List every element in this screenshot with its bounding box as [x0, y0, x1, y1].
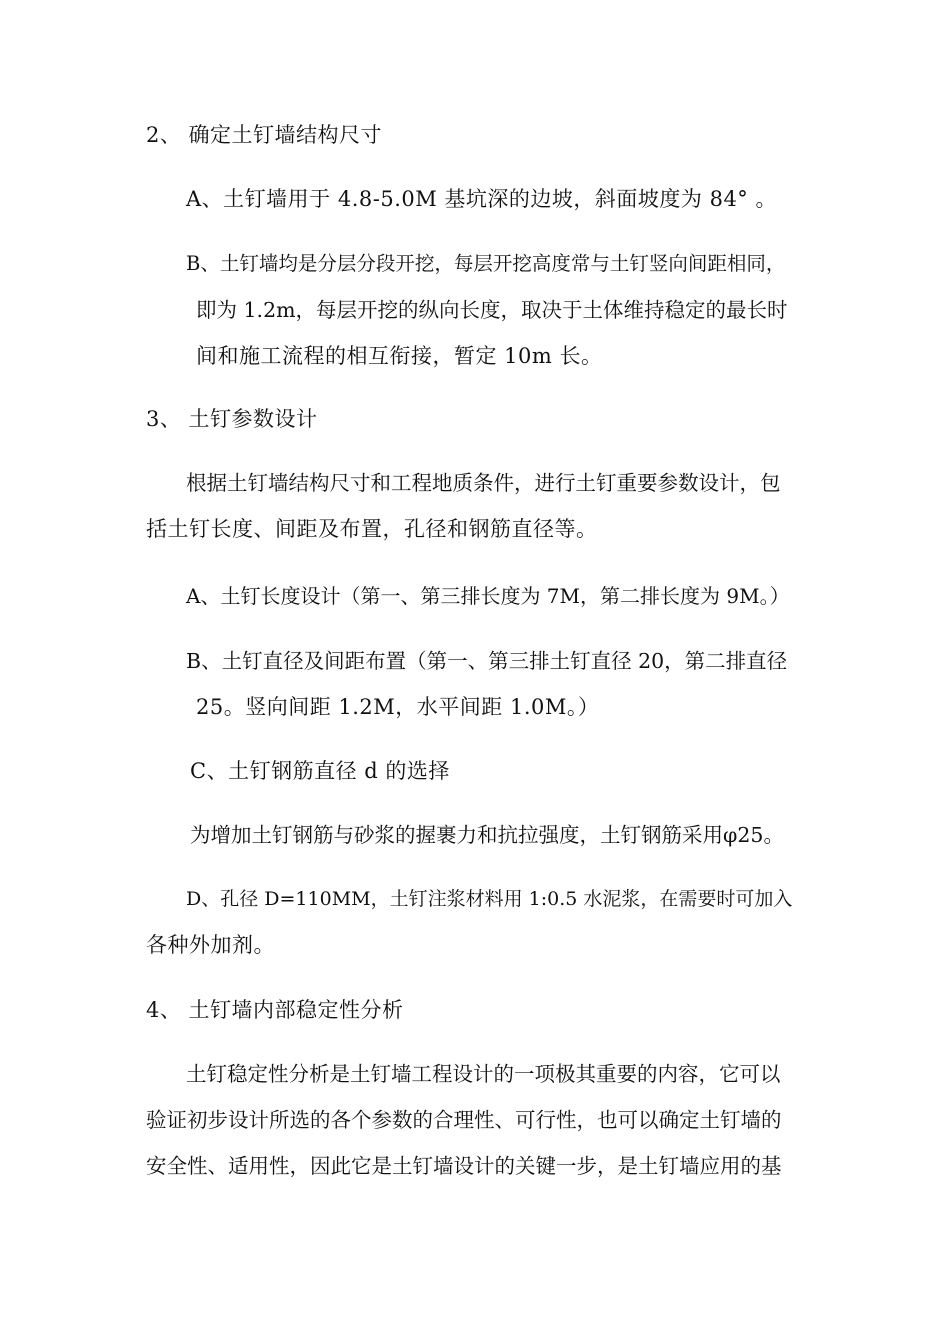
- paragraph-rebar-choice: 为增加土钉钢筋与砂浆的握裹力和抗拉强度，土钉钢筋采用φ25。: [190, 823, 784, 847]
- paragraph-b-line1: B、土钉墙均是分层分段开挖，每层开挖高度常与土钉竖向间距相同，: [186, 252, 786, 275]
- paragraph-b-line2: 即为 1.2m，每层开挖的纵向长度，取决于土体维持稳定的最长时: [196, 298, 788, 322]
- paragraph-params-line2: 括土钉长度、间距及布置，孔径和钢筋直径等。: [146, 517, 598, 541]
- paragraph-stability-line3: 安全性、适用性，因此它是土钉墙设计的关键一步，是土钉墙应用的基: [146, 1154, 782, 1178]
- paragraph-b-line3: 间和施工流程的相互衔接，暂定 10m 长。: [196, 344, 603, 368]
- paragraph-b-diameter-line2: 25。竖向间距 1.2M，水平间距 1.0M。）: [196, 695, 600, 719]
- paragraph-b-diameter-line1: B、土钉直径及间距布置（第一、第三排土钉直径 20，第二排直径: [186, 649, 788, 673]
- paragraph-d-hole-line1: D、孔径 D=110MM，土钉注浆材料用 1:0.5 水泥浆，在需要时可加入: [186, 888, 793, 910]
- paragraph-params-line1: 根据土钉墙结构尺寸和工程地质条件，进行土钉重要参数设计，包: [186, 471, 781, 495]
- paragraph-stability-line1: 土钉稳定性分析是土钉墙工程设计的一项极其重要的内容，它可以: [186, 1062, 781, 1086]
- section-heading-4: 4、 土钉墙内部稳定性分析: [146, 998, 404, 1022]
- paragraph-d-hole-line2: 各种外加剂。: [146, 933, 275, 957]
- section-heading-3: 3、 土钉参数设计: [146, 407, 318, 431]
- paragraph-a-slope: A、土钉墙用于 4.8-5.0M 基坑深的边坡，斜面坡度为 84° 。: [186, 187, 777, 211]
- paragraph-a-length: A、土钉长度设计（第一、第三排长度为 7M，第二排长度为 9M。）: [186, 584, 790, 608]
- section-heading-2: 2、 确定土钉墙结构尺寸: [146, 123, 383, 147]
- paragraph-c-rebar: C、土钉钢筋直径 d 的选择: [190, 759, 450, 783]
- paragraph-stability-line2: 验证初步设计所选的各个参数的合理性、可行性，也可以确定土钉墙的: [146, 1108, 782, 1132]
